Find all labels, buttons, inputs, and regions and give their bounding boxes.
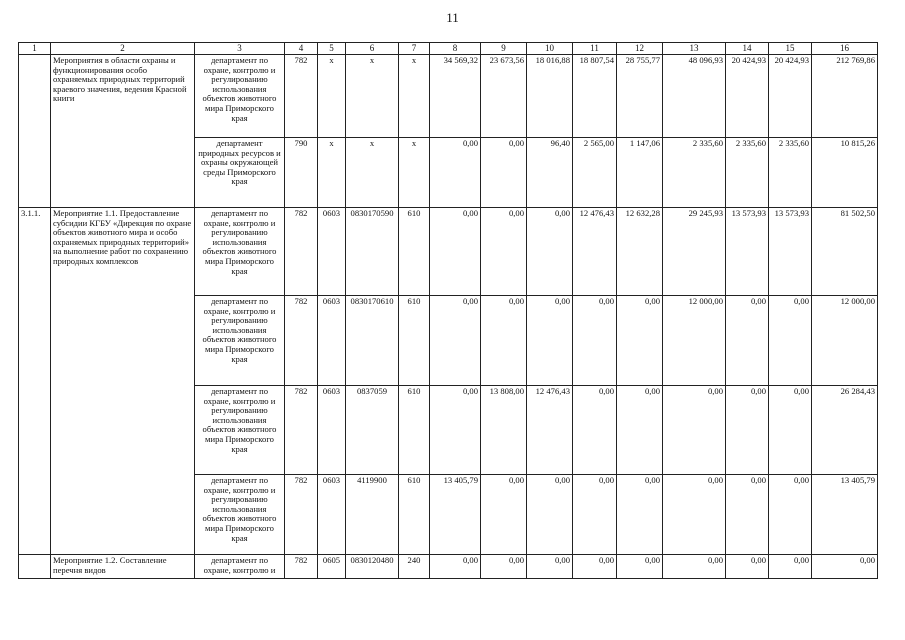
- department-cell: департамент природных ресурсов и охраны окружающей среды Приморского края: [195, 138, 285, 208]
- cell-c6: 4119900: [346, 475, 399, 555]
- cell-c15: 2 335,60: [769, 138, 812, 208]
- row-number: 3.1.1.: [19, 208, 51, 555]
- header-cell: 9: [481, 43, 527, 55]
- header-cell: 11: [573, 43, 617, 55]
- cell-c4: 782: [285, 555, 318, 579]
- cell-c5: 0603: [318, 386, 346, 475]
- department-cell: департамент по охране, контролю и регулированию использования объектов животного мира Приморского края: [195, 296, 285, 386]
- department-cell: департамент по охране, контролю и регулированию использования объектов животного мира Приморского края: [195, 475, 285, 555]
- cell-c9: 23 673,56: [481, 55, 527, 138]
- header-cell: 13: [663, 43, 726, 55]
- cell-c7: x: [399, 138, 430, 208]
- cell-c8: 0,00: [430, 208, 481, 296]
- cell-c8: 13 405,79: [430, 475, 481, 555]
- cell-c7: 610: [399, 475, 430, 555]
- cell-c15: 0,00: [769, 386, 812, 475]
- cell-c4: 782: [285, 296, 318, 386]
- table-row: [19, 55, 878, 138]
- cell-c12: 0,00: [617, 475, 663, 555]
- cell-c11: 18 807,54: [573, 55, 617, 138]
- cell-c10: 12 476,43: [527, 386, 573, 475]
- cell-c11: 0,00: [573, 296, 617, 386]
- department-cell: департамент по охране, контролю и регулированию использования объектов животного мира Приморского края: [195, 55, 285, 138]
- cell-c10: 18 016,88: [527, 55, 573, 138]
- cell-c12: 0,00: [617, 296, 663, 386]
- cell-c7: x: [399, 55, 430, 138]
- header-cell: 15: [769, 43, 812, 55]
- cell-c7: 610: [399, 386, 430, 475]
- cell-c5: 0603: [318, 208, 346, 296]
- cell-c10: 0,00: [527, 296, 573, 386]
- cell-c15: 13 573,93: [769, 208, 812, 296]
- table-row: [19, 208, 878, 296]
- cell-c4: 782: [285, 386, 318, 475]
- cell-c13: 0,00: [663, 555, 726, 579]
- cell-c11: 12 476,43: [573, 208, 617, 296]
- cell-c9: 0,00: [481, 555, 527, 579]
- cell-c10: 0,00: [527, 555, 573, 579]
- department-cell: департамент по охране, контролю и регулированию использования объектов животного мира Приморского края: [195, 208, 285, 296]
- cell-c12: 1 147,06: [617, 138, 663, 208]
- activity-name: Мероприятие 1.1. Предоставление субсидии КГБУ «Дирекция по охране объектов животного мира и особо охраняемых природных территорий» на выполнение работ по сохранению природных комплексов: [51, 208, 195, 555]
- cell-c7: 610: [399, 208, 430, 296]
- cell-c14: 13 573,93: [726, 208, 769, 296]
- cell-c5: 0603: [318, 475, 346, 555]
- cell-c12: 28 755,77: [617, 55, 663, 138]
- row-number: [19, 55, 51, 208]
- cell-c15: 0,00: [769, 296, 812, 386]
- cell-c12: 0,00: [617, 386, 663, 475]
- cell-c6: x: [346, 55, 399, 138]
- header-cell: 8: [430, 43, 481, 55]
- cell-c6: 0830170610: [346, 296, 399, 386]
- cell-c9: 0,00: [481, 208, 527, 296]
- cell-c12: 12 632,28: [617, 208, 663, 296]
- cell-c9: 0,00: [481, 475, 527, 555]
- cell-c13: 29 245,93: [663, 208, 726, 296]
- budget-table: [18, 42, 878, 579]
- header-cell: 7: [399, 43, 430, 55]
- activity-name: Мероприятия в области охраны и функционирования особо охраняемых природных территорий краевого значения, ведения Красной книги: [51, 55, 195, 208]
- cell-c16: 0,00: [812, 555, 878, 579]
- cell-c5: x: [318, 55, 346, 138]
- cell-c13: 12 000,00: [663, 296, 726, 386]
- cell-c8: 0,00: [430, 138, 481, 208]
- cell-c9: 13 808,00: [481, 386, 527, 475]
- cell-c12: 0,00: [617, 555, 663, 579]
- cell-c13: 0,00: [663, 475, 726, 555]
- header-cell: 3: [195, 43, 285, 55]
- header-cell: 4: [285, 43, 318, 55]
- cell-c16: 81 502,50: [812, 208, 878, 296]
- cell-c14: 0,00: [726, 386, 769, 475]
- cell-c14: 20 424,93: [726, 55, 769, 138]
- header-cell: 10: [527, 43, 573, 55]
- header-row: [19, 43, 878, 55]
- cell-c11: 2 565,00: [573, 138, 617, 208]
- department-cell: департамент по охране, контролю и регулированию использования объектов животного мира Приморского края: [195, 386, 285, 475]
- department-cell: департамент по охране, контролю и: [195, 555, 285, 579]
- cell-c16: 26 284,43: [812, 386, 878, 475]
- header-cell: 16: [812, 43, 878, 55]
- cell-c16: 212 769,86: [812, 55, 878, 138]
- cell-c4: 782: [285, 55, 318, 138]
- cell-c10: 0,00: [527, 208, 573, 296]
- cell-c13: 0,00: [663, 386, 726, 475]
- header-cell: 5: [318, 43, 346, 55]
- activity-name: Мероприятие 1.2. Составление перечня видов: [51, 555, 195, 579]
- cell-c8: 0,00: [430, 555, 481, 579]
- row-number: [19, 555, 51, 579]
- cell-c8: 0,00: [430, 386, 481, 475]
- cell-c5: 0605: [318, 555, 346, 579]
- cell-c6: x: [346, 138, 399, 208]
- cell-c16: 10 815,26: [812, 138, 878, 208]
- cell-c14: 2 335,60: [726, 138, 769, 208]
- header-cell: 6: [346, 43, 399, 55]
- cell-c4: 782: [285, 475, 318, 555]
- cell-c10: 96,40: [527, 138, 573, 208]
- cell-c15: 0,00: [769, 475, 812, 555]
- page-number: 11: [446, 10, 459, 25]
- cell-c13: 2 335,60: [663, 138, 726, 208]
- cell-c4: 790: [285, 138, 318, 208]
- cell-c14: 0,00: [726, 555, 769, 579]
- cell-c14: 0,00: [726, 296, 769, 386]
- cell-c15: 0,00: [769, 555, 812, 579]
- header-cell: 14: [726, 43, 769, 55]
- cell-c11: 0,00: [573, 386, 617, 475]
- cell-c11: 0,00: [573, 475, 617, 555]
- cell-c9: 0,00: [481, 138, 527, 208]
- cell-c6: 0837059: [346, 386, 399, 475]
- cell-c14: 0,00: [726, 475, 769, 555]
- cell-c6: 0830120480: [346, 555, 399, 579]
- header-cell: 2: [51, 43, 195, 55]
- cell-c8: 0,00: [430, 296, 481, 386]
- cell-c13: 48 096,93: [663, 55, 726, 138]
- cell-c5: 0603: [318, 296, 346, 386]
- cell-c8: 34 569,32: [430, 55, 481, 138]
- cell-c15: 20 424,93: [769, 55, 812, 138]
- cell-c10: 0,00: [527, 475, 573, 555]
- header-cell: 1: [19, 43, 51, 55]
- cell-c7: 610: [399, 296, 430, 386]
- cell-c16: 13 405,79: [812, 475, 878, 555]
- cell-c9: 0,00: [481, 296, 527, 386]
- cell-c4: 782: [285, 208, 318, 296]
- cell-c7: 240: [399, 555, 430, 579]
- table-row: [19, 555, 878, 579]
- cell-c16: 12 000,00: [812, 296, 878, 386]
- header-cell: 12: [617, 43, 663, 55]
- cell-c11: 0,00: [573, 555, 617, 579]
- cell-c5: x: [318, 138, 346, 208]
- cell-c6: 0830170590: [346, 208, 399, 296]
